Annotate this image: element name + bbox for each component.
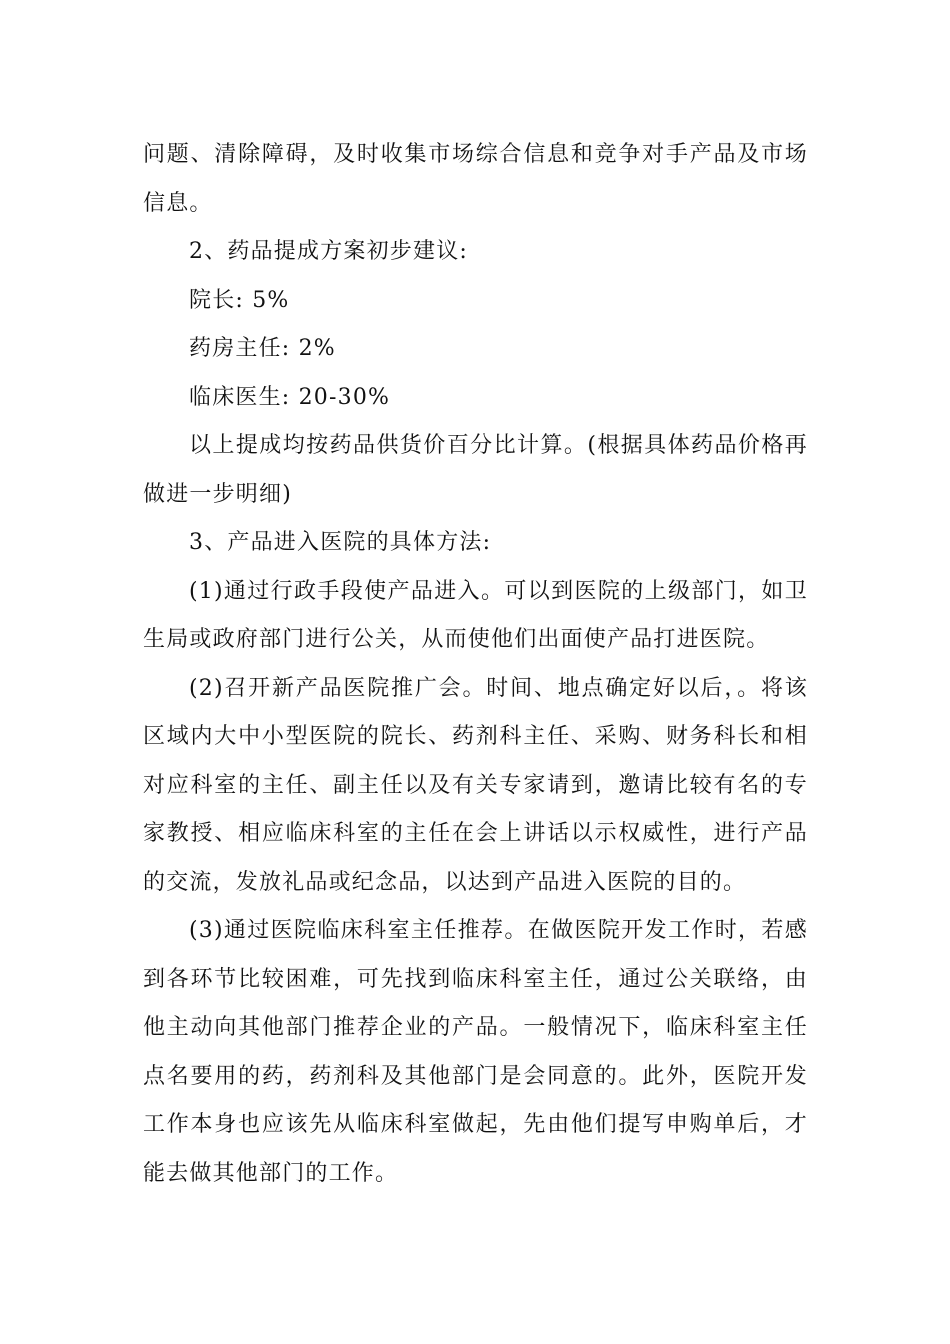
method-administrative: (1)通过行政手段使产品进入。可以到医院的上级部门，如卫生局或政府部门进行公关，从而使他们出面使产品打进医院。 <box>143 578 808 652</box>
heading-entry-methods: 3、产品进入医院的具体方法: <box>189 530 492 555</box>
commission-clinician: 临床医生: 20-30% <box>189 384 391 410</box>
commission-director: 院长: 5% <box>189 287 290 313</box>
method-promotion-meeting: (2)召开新产品医院推广会。时间、地点确定好以后，。将该区域内大中小型医院的院长、药剂科主任、采购、财务科长和相对应科室的主任、副主任以及有关专家请到，邀请比较有名的专家教授、相应临床科室的主任在会上讲话以示权威性，进行产品的交流，发放礼品或纪念品，以达到产品进入医院的目的。 <box>143 675 808 895</box>
document-page <box>143 131 808 1198</box>
heading-commission-proposal: 2、药品提成方案初步建议: <box>189 239 469 264</box>
paragraph-info-collection: 问题、清除障碍，及时收集市场综合信息和竞争对手产品及市场信息。 <box>143 142 808 216</box>
commission-pharmacy-head: 药房主任: 2% <box>189 336 336 361</box>
paragraph-commission-basis: 以上提成均按药品供货价百分比计算。(根据具体药品价格再做进一步明细) <box>143 433 808 507</box>
method-department-recommendation: (3)通过医院临床科室主任推荐。在做医院开发工作时，若感到各环节比较困难，可先找到临床科室主任，通过公关联络，由他主动向其他部门推荐企业的产品。一般情况下，临床科室主任点名要用的药，药剂科及其他部门是会同意的。此外，医院开发工作本身也应该先从临床科室做起，先由他们提写申购单后，才能去做其他部门的工作。 <box>143 918 808 1186</box>
